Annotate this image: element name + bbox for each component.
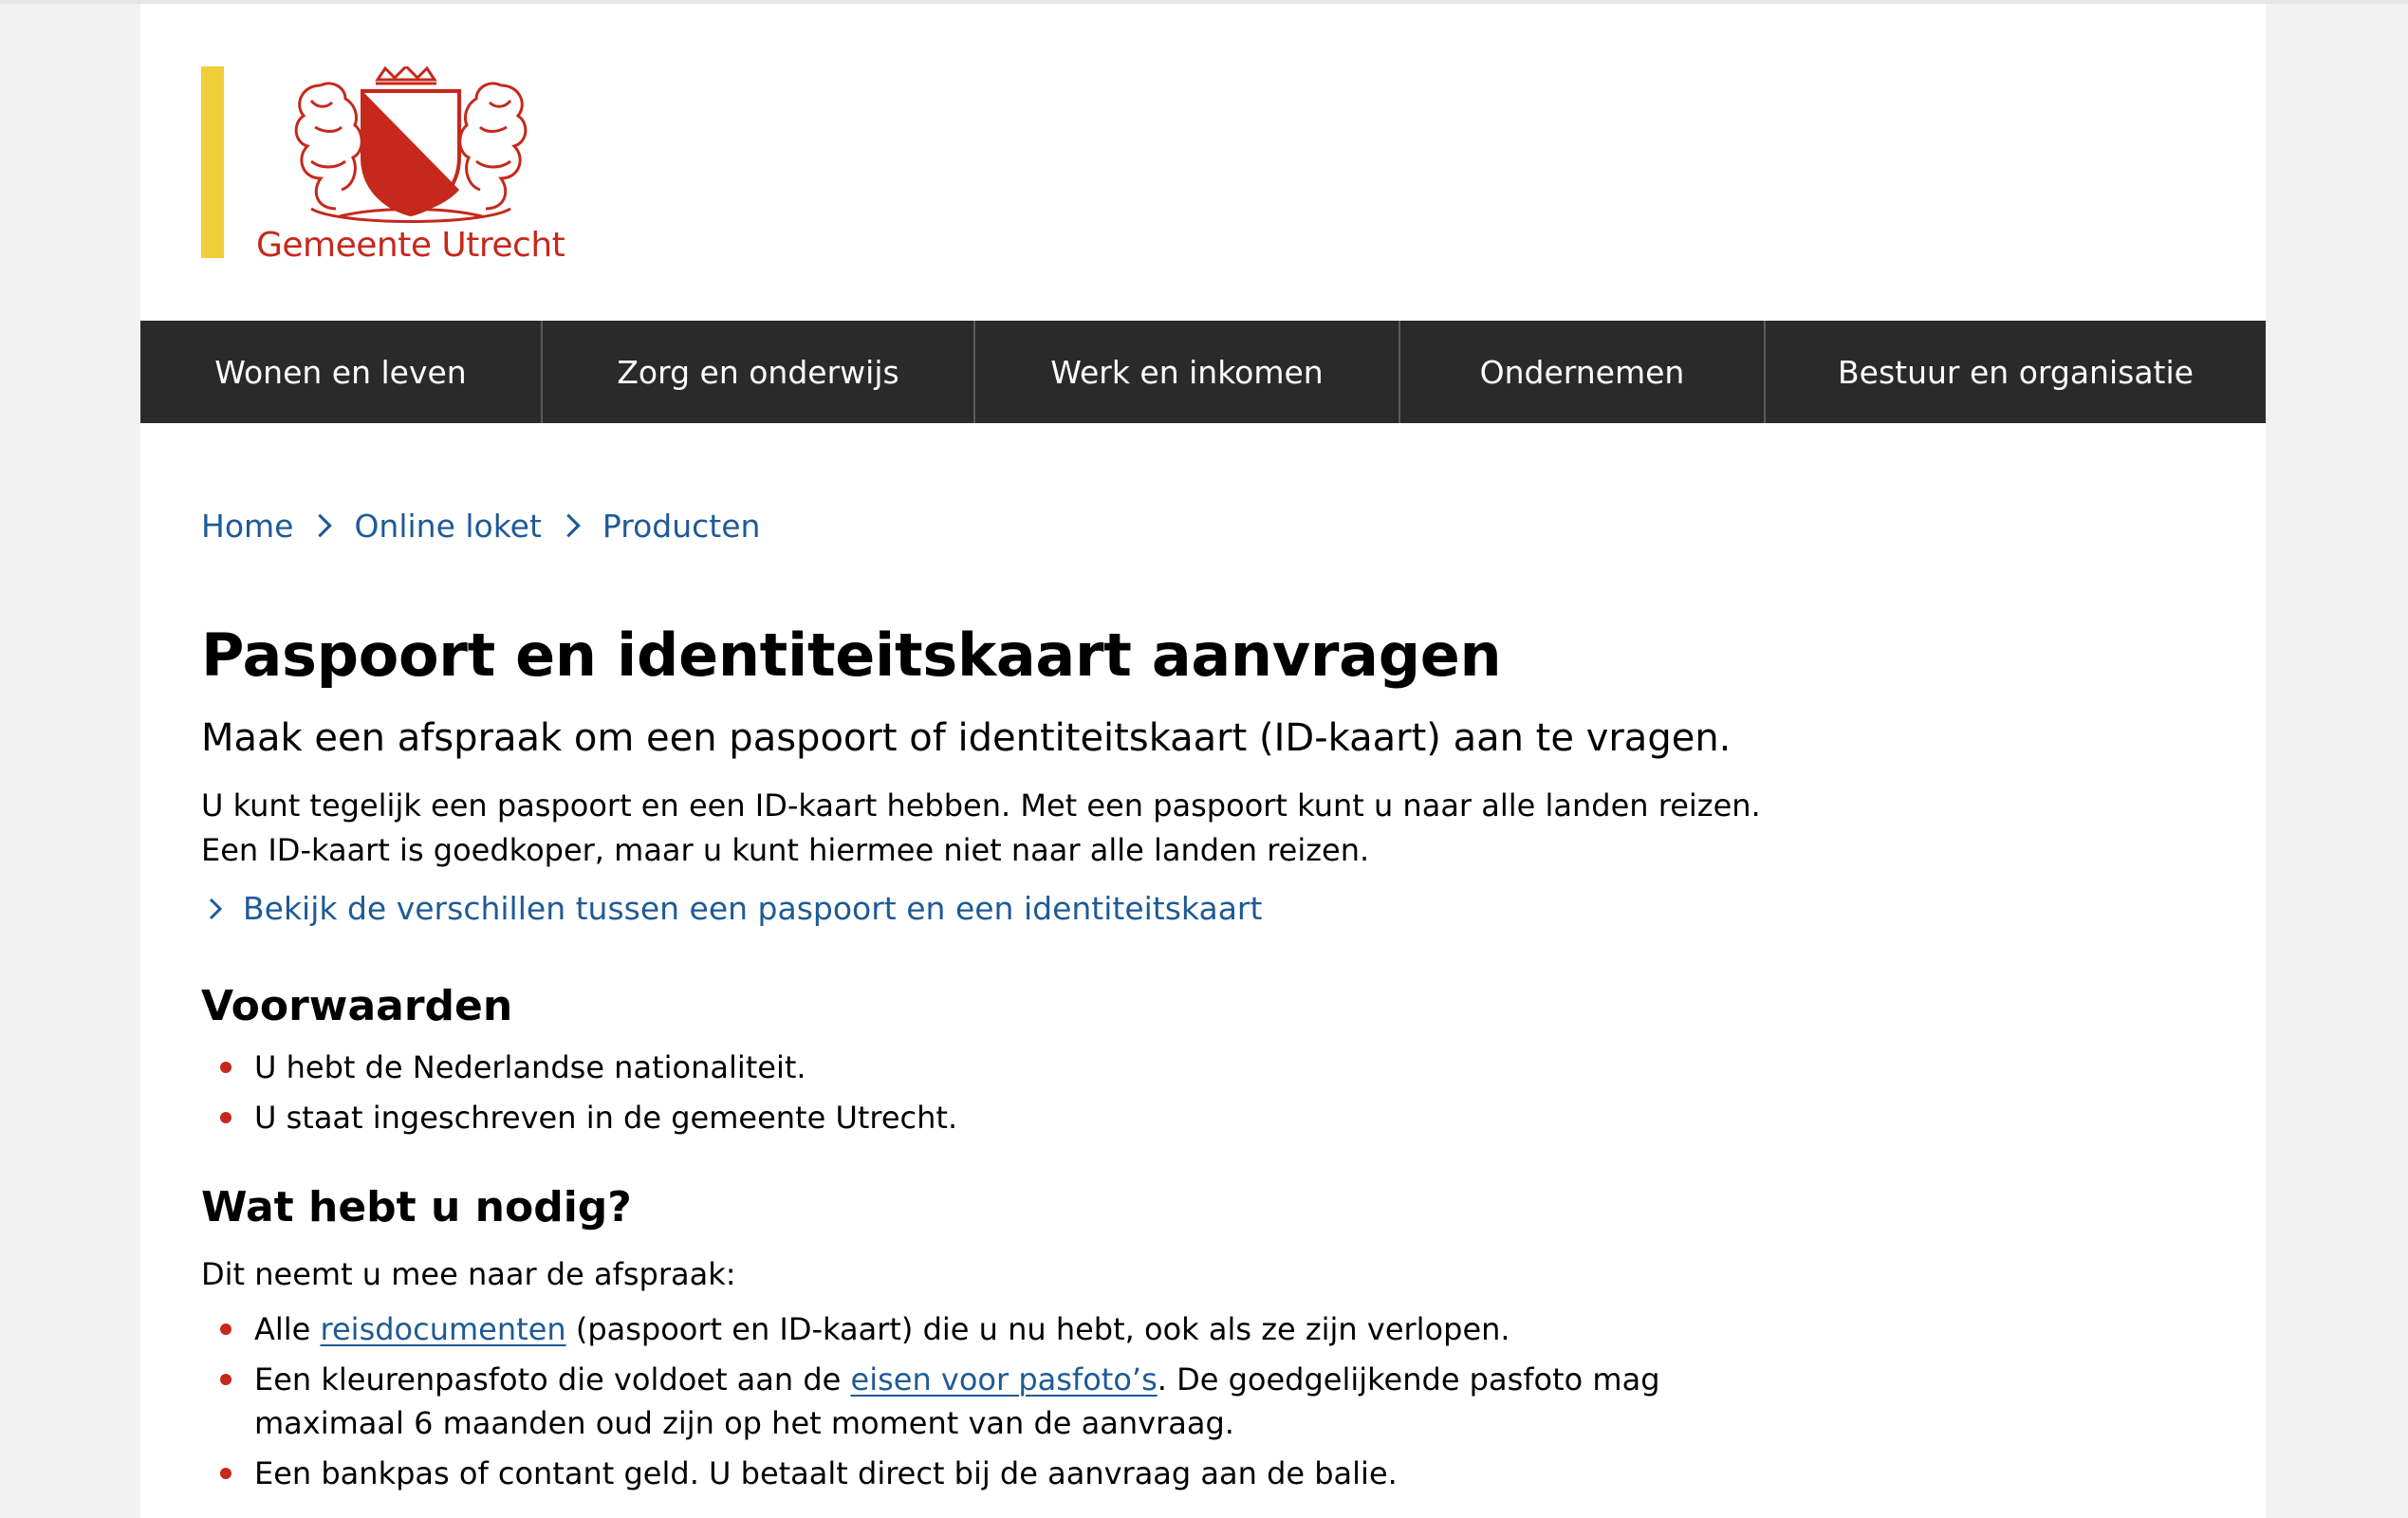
main-navigation: [140, 321, 2266, 423]
logo-accent-bar: [201, 66, 224, 258]
list-item: [201, 1358, 1814, 1445]
coat-of-arms-icon: [283, 66, 539, 226]
needs-heading: Wat hebt u nodig?: [201, 1183, 632, 1232]
nav-item-werk-en-inkomen[interactable]: Werk en inkomen: [975, 321, 1400, 423]
reisdocumenten-link[interactable]: reisdocumenten: [320, 1310, 566, 1347]
needs-item1-pre: Alle: [254, 1310, 321, 1347]
needs-item2-post: . De goedgelijkende pasfoto mag: [1157, 1361, 1660, 1398]
list-item: [201, 1307, 1814, 1351]
page-container: [140, 4, 2266, 1518]
chevron-right-icon: [308, 509, 341, 542]
site-logo[interactable]: [201, 66, 600, 266]
chevron-right-icon: [201, 895, 230, 923]
differences-link[interactable]: [201, 890, 1814, 927]
intro-line-2: Een ID-kaart is goedkoper, maar u kunt hiermee niet naar alle landen reizen.: [201, 832, 1370, 869]
needs-intro: Dit neemt u mee naar de afspraak:: [201, 1255, 736, 1292]
needs-item1-post: (paspoort en ID-kaart) die u nu hebt, ook als ze zijn verlopen.: [565, 1310, 1510, 1347]
main-content: [201, 497, 1814, 1502]
breadcrumb-producten[interactable]: Producten: [602, 507, 761, 545]
nav-item-wonen-en-leven[interactable]: Wonen en leven: [140, 321, 543, 423]
breadcrumb-online-loket[interactable]: Online loket: [354, 507, 542, 545]
needs-item2-line2: maximaal 6 maanden oud zijn op het moment van de aanvraag.: [254, 1404, 1234, 1441]
breadcrumb: [201, 497, 1814, 554]
list-item: U staat ingeschreven in de gemeente Utrecht.: [201, 1096, 1814, 1139]
intro-text: [201, 784, 1814, 873]
differences-link-label: Bekijk de verschillen tussen een paspoort en een identiteitskaart: [243, 890, 1263, 928]
needs-item2-pre: Een kleurenpasfoto die voldoet aan de: [254, 1361, 851, 1398]
conditions-list: [201, 1046, 1814, 1139]
nav-item-zorg-en-onderwijs[interactable]: Zorg en onderwijs: [543, 321, 975, 423]
logo-text: Gemeente Utrecht: [256, 226, 565, 265]
pasfoto-requirements-link[interactable]: eisen voor pasfoto’s: [850, 1361, 1158, 1398]
page-title: Paspoort en identiteitskaart aanvragen: [201, 620, 1502, 690]
conditions-heading: Voorwaarden: [201, 982, 513, 1031]
nav-item-bestuur-en-organisatie[interactable]: Bestuur en organisatie: [1838, 353, 2194, 391]
nav-item-ondernemen[interactable]: Ondernemen: [1400, 321, 1766, 423]
intro-line-1: U kunt tegelijk een paspoort en een ID-kaart hebben. Met een paspoort kunt u naar alle landen reizen.: [201, 787, 1761, 824]
breadcrumb-home[interactable]: Home: [201, 507, 294, 545]
list-item: U hebt de Nederlandse nationaliteit.: [201, 1046, 1814, 1089]
list-item: Een bankpas of contant geld. U betaalt direct bij de aanvraag aan de balie.: [201, 1452, 1814, 1495]
lead-text: Maak een afspraak om een paspoort of identiteitskaart (ID-kaart) aan te vragen.: [201, 716, 1732, 761]
chevron-right-icon: [557, 509, 589, 542]
needs-list: [201, 1307, 1814, 1495]
